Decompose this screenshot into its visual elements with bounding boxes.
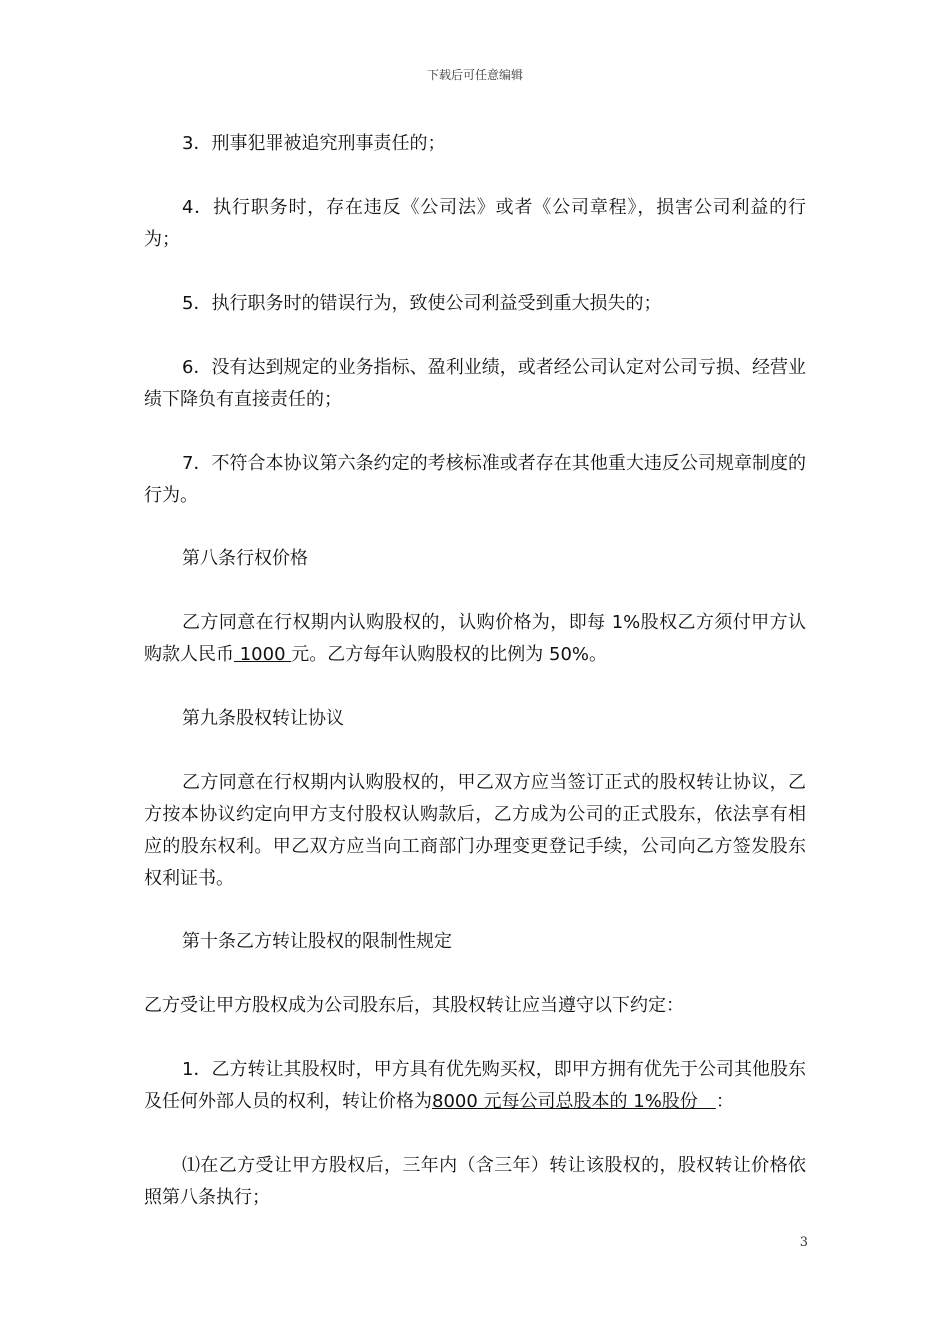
paragraph-item-6: 6．没有达到规定的业务指标、盈利业绩，或者经公司认定对公司亏损、经营业绩下降负有直接责任的； [144, 357, 806, 410]
price-amount: 1000 [234, 644, 292, 665]
article-8-heading: 第八条行权价格 [182, 548, 308, 569]
article-10-intro: 乙方受让甲方股权成为公司股东后，其股权转让应当遵守以下约定： [144, 995, 684, 1016]
item-1-text-before: 1．乙方转让其股权时，甲方具有优先购买权，即甲方拥有优先于公司其他股东及任何外部人员的权利，转让价格为 [144, 1059, 806, 1112]
paragraph-item-7: 7．不符合本协议第六条约定的考核标准或者存在其他重大违反公司规章制度的行为。 [144, 453, 806, 506]
paragraph-item-4: 4．执行职务时，存在违反《公司法》或者《公司章程》，损害公司利益的行为； [144, 197, 806, 250]
article-10-heading: 第十条乙方转让股权的限制性规定 [182, 931, 452, 952]
item-1-text-after: ： [715, 1091, 734, 1112]
article-8-text-before: 乙方同意在行权期内认购股权的，认购价格为，即每 1%股权乙方须付甲方认购款人民币 [144, 612, 806, 665]
page-header: 下载后可任意编辑 [426, 68, 523, 82]
article-8-text-after: 元。乙方每年认购股权的比例为 50%。 [291, 644, 607, 665]
paragraph-item-3: 3．刑事犯罪被追究刑事责任的； [182, 133, 446, 154]
paragraph-item-5: 5．执行职务时的错误行为，致使公司利益受到重大损失的； [182, 293, 662, 314]
page-number: 3 [799, 1235, 808, 1250]
article-10-item-1 [144, 1054, 806, 1118]
article-10-subitem-1: ⑴在乙方受让甲方股权后，三年内（含三年）转让该股权的，股权转让价格依照第八条执行； [144, 1155, 806, 1208]
article-9-body: 乙方同意在行权期内认购股权的，甲乙双方应当签订正式的股权转让协议，乙方按本协议约定向甲方支付股权认购款后，乙方成为公司的正式股东，依法享有相应的股东权利。甲乙双方应当向工商部门办理变更登记手续，公司向乙方签发股东权利证书。 [144, 772, 806, 889]
transfer-price: 8000 元每公司总股本的 1%股份 [432, 1091, 716, 1112]
article-9-heading: 第九条股权转让协议 [182, 708, 344, 729]
article-8-body [144, 607, 806, 671]
